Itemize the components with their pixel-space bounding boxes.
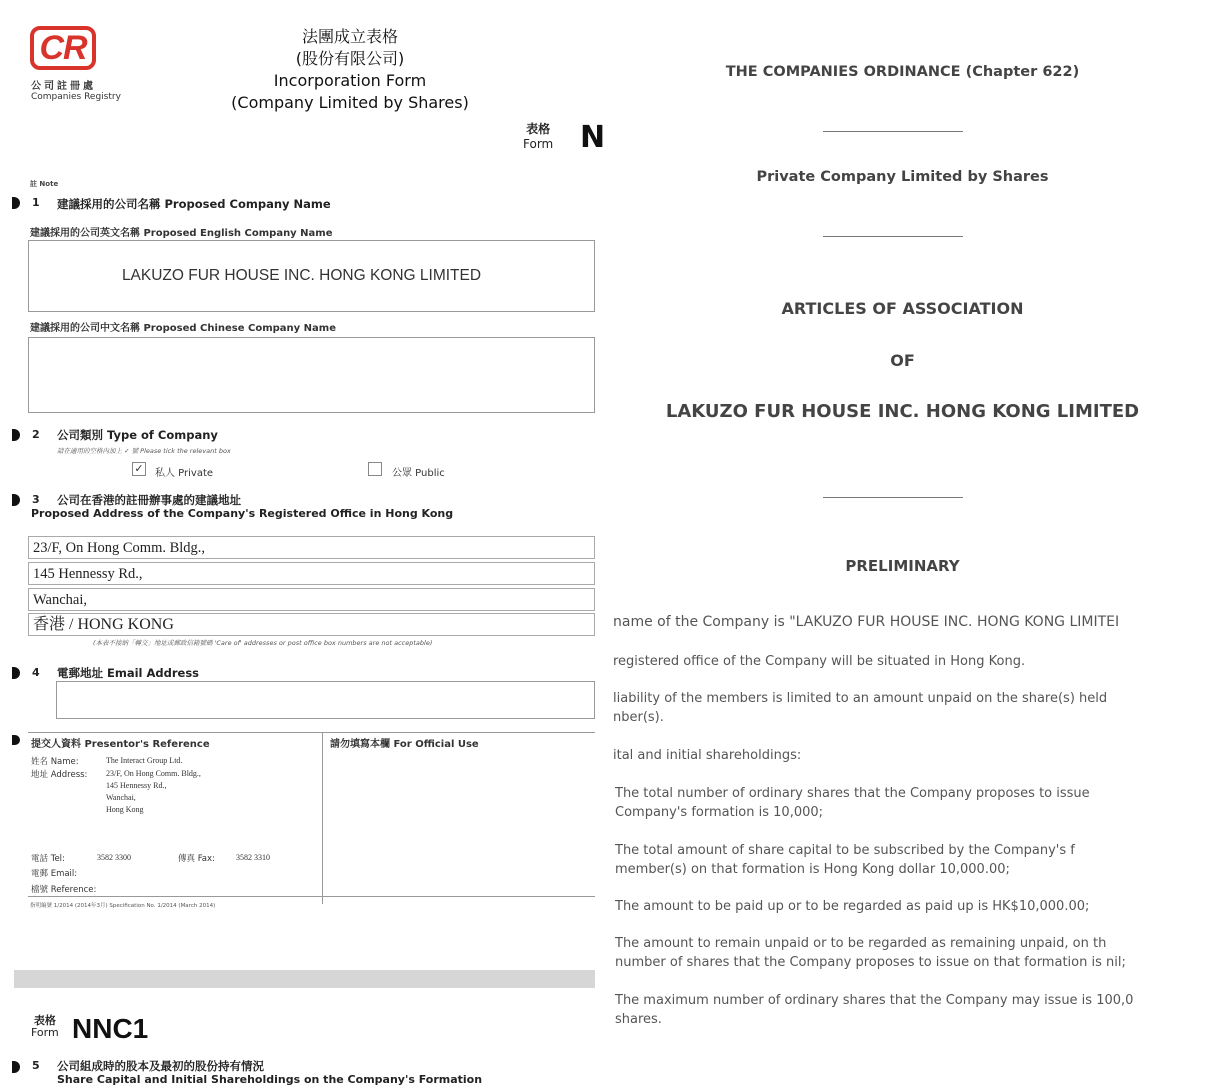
of-heading: OF (890, 351, 915, 370)
presentor-tel-value: 3582 3300 (97, 853, 131, 862)
section2-number: 2 (32, 428, 40, 441)
ordinance-heading: THE COMPANIES ORDINANCE (Chapter 622) (725, 64, 1080, 80)
clause-total-shares-line-2: Company's formation is 10,000; (615, 805, 824, 820)
address-line-3[interactable]: Wanchai, (28, 588, 595, 611)
specification-note: 指明編號 1/2014 (2014年3月) Specification No. 1/2014 (March 2014) (30, 903, 216, 909)
english-name-label: 建議採用的公司英文名稱 Proposed English Company Name (30, 228, 333, 239)
section2-instruction: 請在適用的空格內加上 ✓ 號 Please tick the relevant box (57, 447, 231, 455)
form-title-en-2: (Company Limited by Shares) (231, 93, 469, 112)
clause-liability-line-2: nber(s). (613, 710, 664, 725)
company-type-heading: Private Company Limited by Shares (756, 169, 1049, 185)
presentor-address-line-2: 145 Hennessy Rd., (106, 781, 167, 790)
clause-capital-intro: ital and initial shareholdings: (613, 748, 802, 763)
section-bullet-icon (12, 1061, 20, 1073)
address-line-1[interactable]: 23/F, On Hong Comm. Bldg., (28, 536, 595, 559)
form-title-zh-1: 法團成立表格 (301, 27, 398, 46)
section3-title-en: Proposed Address of the Company's Registered Office in Hong Kong (31, 507, 454, 520)
presentor-email-label: 電郵 Email: (31, 869, 78, 879)
form-label-zh: 表格 (526, 122, 551, 136)
presentor-name-label: 姓名 Name: (31, 757, 79, 767)
section2-title: 公司類別 Type of Company (57, 428, 218, 442)
presentor-address-line-4: Hong Kong (106, 805, 144, 814)
clause-registered-office: registered office of the Company will be situated in Hong Kong. (613, 654, 1026, 669)
bottom-form-code: NNC1 (72, 1013, 149, 1044)
form-title-zh-2: (股份有限公司) (295, 49, 405, 68)
company-name-heading: LAKUZO FUR HOUSE INC. HONG KONG LIMITED (665, 401, 1140, 422)
clause-share-capital-line-1: The total amount of share capital to be subscribed by the Company's f (615, 843, 1075, 858)
presentor-divider (322, 732, 323, 904)
section-bullet-icon (12, 667, 20, 679)
heading-rule (823, 131, 963, 132)
form-title-en-1: Incorporation Form (273, 71, 427, 90)
english-name-field[interactable] (28, 240, 595, 312)
section-bullet-icon (12, 735, 20, 745)
presentor-address-line-3: Wanchai, (106, 793, 136, 802)
presentor-fax-value: 3582 3310 (236, 853, 270, 862)
preliminary-heading: PRELIMINARY (845, 557, 960, 575)
clause-max-shares-line-2: shares. (615, 1012, 662, 1027)
heading-rule (823, 497, 963, 498)
clause-paid-up: The amount to be paid up or to be regarded as paid up is HK$10,000.00; (615, 899, 1090, 914)
bottom-form-label-en: Form (31, 1026, 59, 1039)
official-use-title: 請勿填寫本欄 For Official Use (330, 739, 479, 750)
address-line-4[interactable]: 香港 / HONG KONG (28, 613, 595, 636)
section-bullet-icon (12, 429, 20, 441)
clause-unpaid-line-1: The amount to remain unpaid or to be regarded as remaining unpaid, on th (615, 936, 1107, 951)
address-line-2[interactable]: 145 Hennessy Rd., (28, 562, 595, 585)
clause-max-shares-line-1: The maximum number of ordinary shares that the Company may issue is 100,0 (615, 993, 1134, 1008)
section5-title-zh: 公司組成時的股本及最初的股份持有情況 (57, 1059, 264, 1073)
articles-heading: ARTICLES OF ASSOCIATION (781, 299, 1024, 318)
section4-number: 4 (32, 666, 40, 679)
address-footnote: (本表不接納「轉交」地址或郵政信箱號碼 'Care of' addresses or post office box numbers are not acceptable) (93, 639, 433, 647)
form-code-partial: N (580, 120, 606, 155)
presentor-tel-label: 電話 Tel: (31, 854, 65, 864)
registry-name-zh: 公司註冊處 (31, 81, 96, 92)
bottom-form-label (31, 1015, 59, 1039)
clause-liability-line-1: liability of the members is limited to an amount unpaid on the share(s) held (613, 691, 1108, 706)
private-checkbox[interactable]: ✓ (132, 462, 146, 476)
clause-unpaid-line-2: number of shares that the Company proposes to issue on that formation is nil; (615, 955, 1126, 970)
section5-number: 5 (32, 1059, 40, 1072)
presentor-address-label: 地址 Address: (31, 770, 88, 780)
form-label-en: Form (523, 137, 554, 151)
presentor-name-value: The Interact Group Ltd. (106, 756, 183, 765)
section5-title-en: Share Capital and Initial Shareholdings on the Company's Formation (57, 1073, 483, 1086)
companies-registry-logo: CR (30, 26, 96, 70)
chinese-name-label: 建議採用的公司中文名稱 Proposed Chinese Company Name (30, 323, 336, 334)
presentor-title: 提交人資料 Presentor's Reference (31, 739, 210, 750)
note-label: 註 Note (30, 180, 59, 188)
clause-company-name: name of the Company is "LAKUZO FUR HOUSE INC. HONG KONG LIMITEI (613, 614, 1120, 630)
presentor-reference-label: 檔號 Reference: (31, 885, 97, 895)
section1-title: 建議採用的公司名稱 Proposed Company Name (57, 197, 331, 211)
form-title (200, 26, 500, 114)
public-label: 公眾 Public (392, 468, 445, 479)
section4-title: 電郵地址 Email Address (57, 666, 200, 680)
section-bullet-icon (12, 197, 20, 209)
english-name-value: LAKUZO FUR HOUSE INC. HONG KONG LIMITED (121, 267, 482, 284)
heading-rule (823, 236, 963, 237)
section-bullet-icon (12, 494, 20, 506)
registry-name-en: Companies Registry (31, 92, 121, 102)
section3-title-zh: 公司在香港的註冊辦事處的建議地址 (57, 493, 241, 507)
section1-number: 1 (32, 196, 40, 209)
clause-share-capital-line-2: member(s) on that formation is Hong Kong dollar 10,000.00; (615, 862, 1010, 877)
bottom-form-label-zh: 表格 (33, 1014, 56, 1027)
section3-number: 3 (32, 493, 40, 506)
page-separator (14, 970, 595, 988)
public-checkbox[interactable] (368, 462, 382, 476)
presentor-bottom-rule (28, 896, 595, 897)
form-label (523, 122, 553, 152)
presentor-fax-label: 傳真 Fax: (178, 854, 215, 864)
presentor-address-line-1: 23/F, On Hong Comm. Bldg., (106, 769, 201, 778)
articles-of-association-page (605, 0, 1200, 1088)
email-field[interactable] (56, 681, 595, 719)
chinese-name-field[interactable] (28, 337, 595, 413)
clause-total-shares-line-1: The total number of ordinary shares that the Company proposes to issue (615, 786, 1090, 801)
private-label: 私人 Private (155, 468, 214, 479)
